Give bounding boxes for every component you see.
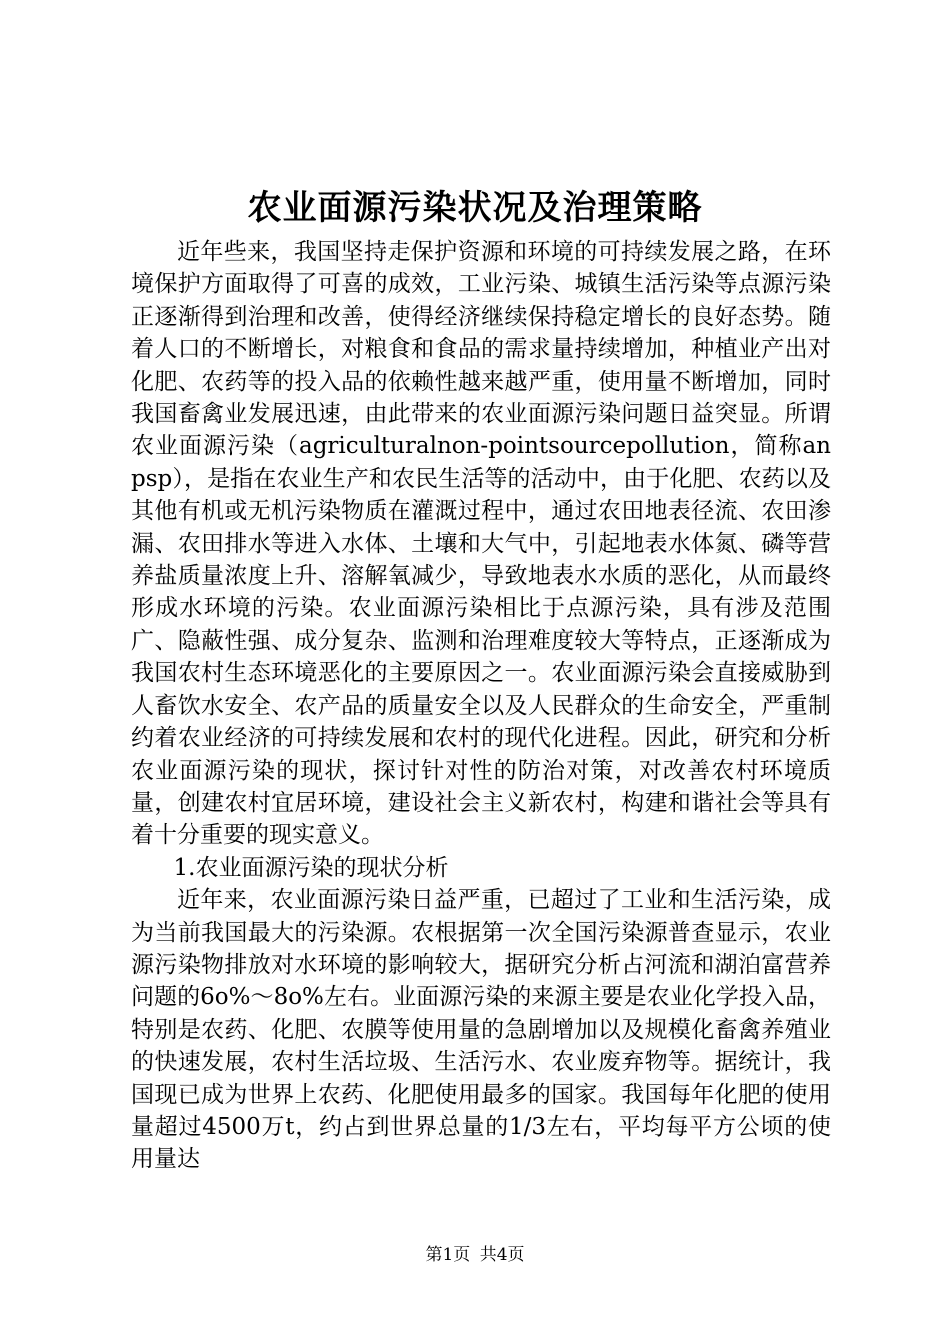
document-title: 农业面源污染状况及治理策略 [247,188,703,228]
page-number: 第1页 [425,1245,471,1265]
page-footer [0,1243,950,1267]
paragraph-status-analysis: 近年来，农业面源污染日益严重，已超过了工业和生活污染，成为当前我国最大的污染源。农根据第一次全国污染源普查显示，农业源污染物排放对水环境的影响较大，据研究分析占河流和湖泊富营养问题的6o%～8o%左右。业面源污染的来源主要是农业化学投入品，特别是农药、化肥、农膜等使用量的急剧增加以及规模化畜禽养殖业的快速发展，农村生活垃圾、生活污水、农业废弃物等。据统计，我国现已成为世界上农药、化肥使用最多的国家。我国每年化肥的使用量超过4500万t，约占到世界总量的1/3左右，平均每平方公顷的使用量达 [131,887,831,1173]
paragraph-intro: 近年些来，我国坚持走保护资源和环境的可持续发展之路，在环境保护方面取得了可喜的成效，工业污染、城镇生活污染等点源污染正逐渐得到治理和改善，使得经济继续保持稳定增长的良好态势。随着人口的不断增长，对粮食和食品的需求量持续增加，种植业产出对化肥、农药等的投入品的依赖性越来越严重，使用量不断增加，同时我国畜禽业发展迅速，由此带来的农业面源污染问题日益突显。所谓农业面源污染（agriculturalnon-pointsourcepollution，简称anpsp），是指在农业生产和农民生活等的活动中，由于化肥、农药以及其他有机或无机污染物质在灌溉过程中，通过农田地表径流、农田渗漏、农田排水等进入水体、土壤和大气中，引起地表水体氮、磷等营养盐质量浓度上升、溶解氧减少，导致地表水水质的恶化，从而最终形成水环境的污染。农业面源污染相比于点源污染，具有涉及范围广、隐蔽性强、成分复杂、监测和治理难度较大等特点，正逐渐成为我国农村生态环境恶化的主要原因之一。农业面源污染会直接威胁到人畜饮水安全、农产品的质量安全以及人民群众的生命安全，严重制约着农业经济的可持续发展和农村的现代化进程。因此，研究和分析农业面源污染的现状，探讨针对性的防治对策，对改善农村环境质量，创建农村宜居环境，建设社会主义新农村，构建和谐社会等具有着十分重要的现实意义。 [131,239,831,849]
section-heading: 1.农业面源污染的现状分析 [173,854,449,881]
page-total: 共4页 [479,1245,525,1265]
document-body [131,236,831,1176]
